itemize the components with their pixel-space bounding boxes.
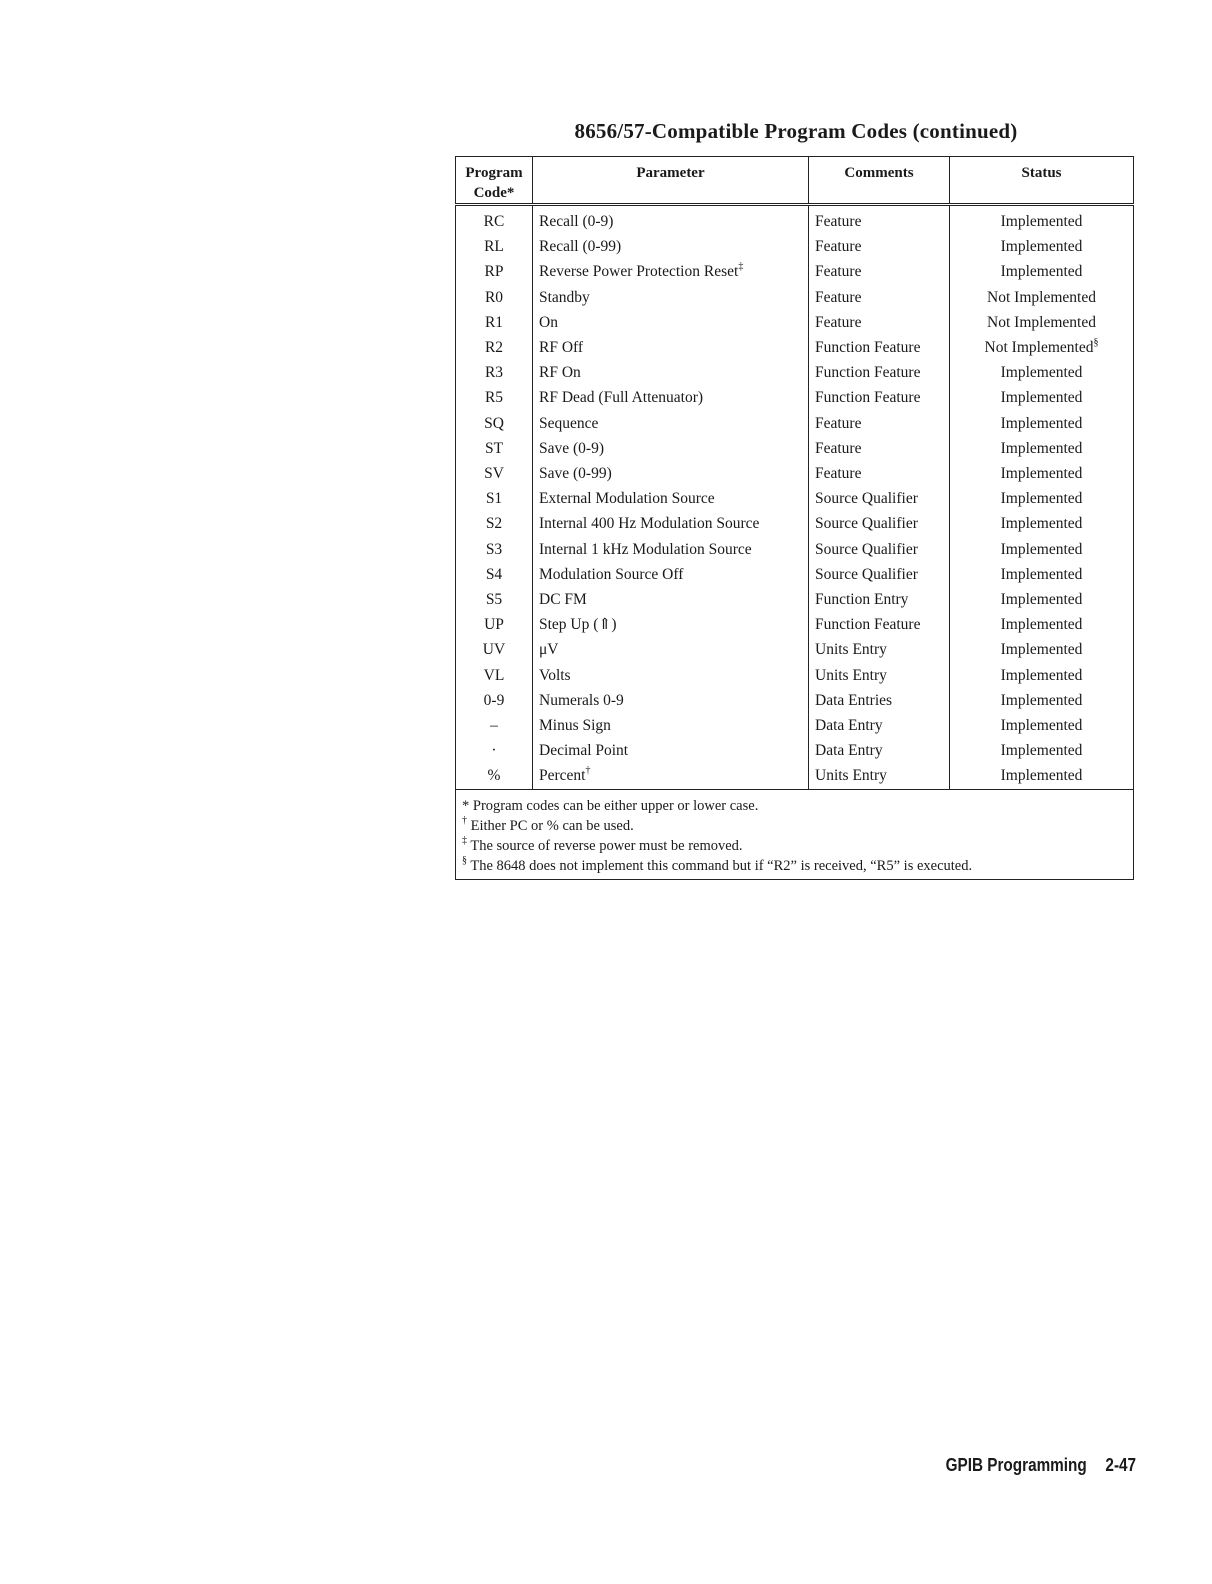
program-codes-table	[455, 156, 1134, 880]
parameter-cell: On	[533, 310, 809, 335]
status-cell: Implemented	[950, 562, 1134, 587]
program-code-cell: S5	[456, 587, 533, 612]
comments-cell: Data Entry	[809, 738, 950, 763]
parameter-cell: Save (0-9)	[533, 436, 809, 461]
footnote-text: Program codes can be either upper or lower case.	[472, 797, 759, 814]
status-cell: Implemented	[950, 259, 1134, 284]
footnote-text: The 8648 does not implement this command but if “R2” is received, “R5” is executed.	[470, 857, 973, 874]
table-row	[456, 234, 1134, 259]
comments-cell: Function Entry	[809, 587, 950, 612]
comments-cell: Function Feature	[809, 385, 950, 410]
parameter-cell: Save (0-99)	[533, 461, 809, 486]
table-row	[456, 259, 1134, 284]
status-cell: Implemented	[950, 587, 1134, 612]
comments-cell: Feature	[809, 285, 950, 310]
page-title: 8656/57-Compatible Program Codes (continued)	[574, 119, 1018, 143]
program-code-cell: ST	[456, 436, 533, 461]
comments-cell: Function Feature	[809, 612, 950, 637]
comments-cell: Source Qualifier	[809, 562, 950, 587]
table-row	[456, 612, 1134, 637]
parameter-cell: Internal 1 kHz Modulation Source	[533, 537, 809, 562]
table-row	[456, 335, 1134, 360]
parameter-cell: Sequence	[533, 411, 809, 436]
program-code-cell: R3	[456, 360, 533, 385]
program-code-cell: RC	[456, 205, 533, 235]
parameter-cell: RF On	[533, 360, 809, 385]
comments-cell: Function Feature	[809, 335, 950, 360]
parameter-cell: Numerals 0-9	[533, 688, 809, 713]
status-cell: Implemented	[950, 360, 1134, 385]
status-cell: Implemented	[950, 385, 1134, 410]
footer-page-number: 2-47	[1105, 1455, 1136, 1475]
comments-cell: Function Feature	[809, 360, 950, 385]
status-cell: Not Implemented	[950, 310, 1134, 335]
status-cell: Not Implemented	[950, 285, 1134, 310]
footnote-mark: †	[462, 814, 467, 826]
table-row	[456, 310, 1134, 335]
table-row	[456, 738, 1134, 763]
table-row	[456, 562, 1134, 587]
program-code-cell: S4	[456, 562, 533, 587]
comments-cell: Data Entry	[809, 713, 950, 738]
status-cell: Implemented	[950, 486, 1134, 511]
status-cell: Implemented	[950, 713, 1134, 738]
table-row	[456, 285, 1134, 310]
status-cell: Implemented	[950, 461, 1134, 486]
table-row	[456, 411, 1134, 436]
comments-cell: Source Qualifier	[809, 486, 950, 511]
page-footer	[946, 1455, 1136, 1476]
parameter-cell: Decimal Point	[533, 738, 809, 763]
comments-cell: Units Entry	[809, 637, 950, 662]
program-code-cell: R1	[456, 310, 533, 335]
parameter-cell: Step Up (⇑)	[533, 612, 809, 637]
footnote	[462, 816, 1129, 836]
status-cell: Implemented	[950, 612, 1134, 637]
status-cell: Implemented	[950, 537, 1134, 562]
comments-cell: Source Qualifier	[809, 511, 950, 536]
status-cell: Implemented	[950, 637, 1134, 662]
program-code-cell: SV	[456, 461, 533, 486]
program-code-cell: S2	[456, 511, 533, 536]
parameter-cell: Standby	[533, 285, 809, 310]
comments-cell: Data Entries	[809, 688, 950, 713]
table-row	[456, 637, 1134, 662]
status-cell: Implemented	[950, 688, 1134, 713]
program-code-cell: R0	[456, 285, 533, 310]
parameter-cell: Modulation Source Off	[533, 562, 809, 587]
footnote-mark: †	[585, 765, 591, 777]
parameter-cell: Internal 400 Hz Modulation Source	[533, 511, 809, 536]
footnote-mark: §	[1093, 337, 1099, 349]
comments-cell: Feature	[809, 259, 950, 284]
footer-section: GPIB Programming	[945, 1455, 1087, 1475]
status-cell: Implemented	[950, 234, 1134, 259]
status-cell: Implemented	[950, 511, 1134, 536]
status-cell: Implemented	[950, 436, 1134, 461]
table-row	[456, 486, 1134, 511]
table-body	[456, 205, 1134, 790]
comments-cell: Feature	[809, 234, 950, 259]
comments-cell: Source Qualifier	[809, 537, 950, 562]
table-row	[456, 511, 1134, 536]
table-row	[456, 461, 1134, 486]
status-cell: Implemented	[950, 738, 1134, 763]
comments-cell: Feature	[809, 436, 950, 461]
comments-cell: Feature	[809, 205, 950, 235]
parameter-cell: RF Dead (Full Attenuator)	[533, 385, 809, 410]
header-status: Status	[950, 157, 1134, 205]
table-row	[456, 385, 1134, 410]
status-cell: Implemented	[950, 763, 1134, 789]
program-code-cell: 0-9	[456, 688, 533, 713]
table-row	[456, 688, 1134, 713]
program-code-cell: S1	[456, 486, 533, 511]
footnote-text: The source of reverse power must be removed.	[470, 837, 743, 854]
parameter-cell: RF Off	[533, 335, 809, 360]
status-cell: Not Implemented§	[950, 335, 1134, 360]
program-code-cell: %	[456, 763, 533, 789]
footnote-text: Either PC or % can be used.	[470, 817, 634, 834]
status-cell: Implemented	[950, 663, 1134, 688]
table-row	[456, 663, 1134, 688]
comments-cell: Units Entry	[809, 763, 950, 789]
comments-cell: Feature	[809, 461, 950, 486]
header-parameter: Parameter	[533, 157, 809, 205]
program-code-cell: ·	[456, 738, 533, 763]
parameter-cell: Volts	[533, 663, 809, 688]
footnote-mark: *	[462, 797, 470, 814]
table-row	[456, 360, 1134, 385]
program-code-cell: UV	[456, 637, 533, 662]
status-cell: Implemented	[950, 205, 1134, 235]
program-code-cell: S3	[456, 537, 533, 562]
parameter-cell: External Modulation Source	[533, 486, 809, 511]
program-code-cell: R5	[456, 385, 533, 410]
parameter-cell: Recall (0-9)	[533, 205, 809, 235]
footnote-mark: ‡	[462, 834, 467, 846]
parameter-cell: Percent†	[533, 763, 809, 789]
table-row	[456, 537, 1134, 562]
table-row	[456, 205, 1134, 235]
footnotes-row	[456, 789, 1134, 879]
table-header-row	[456, 157, 1134, 205]
table-row	[456, 436, 1134, 461]
table-row	[456, 587, 1134, 612]
footnote	[462, 796, 1129, 816]
parameter-cell: Minus Sign	[533, 713, 809, 738]
program-code-cell: VL	[456, 663, 533, 688]
footnote	[462, 856, 1129, 876]
parameter-cell: μV	[533, 637, 809, 662]
footnote	[462, 836, 1129, 856]
parameter-cell: Reverse Power Protection Reset‡	[533, 259, 809, 284]
program-code-cell: RL	[456, 234, 533, 259]
program-code-cell: UP	[456, 612, 533, 637]
status-cell: Implemented	[950, 411, 1134, 436]
header-comments: Comments	[809, 157, 950, 205]
comments-cell: Feature	[809, 310, 950, 335]
comments-cell: Units Entry	[809, 663, 950, 688]
program-code-cell: SQ	[456, 411, 533, 436]
comments-cell: Feature	[809, 411, 950, 436]
table-row	[456, 713, 1134, 738]
parameter-cell: DC FM	[533, 587, 809, 612]
footnotes	[456, 789, 1134, 879]
header-program-code: Program Code*	[456, 157, 533, 205]
program-code-cell: R2	[456, 335, 533, 360]
footnote-mark: ‡	[738, 261, 744, 273]
parameter-cell: Recall (0-99)	[533, 234, 809, 259]
table-row	[456, 763, 1134, 789]
program-code-cell: RP	[456, 259, 533, 284]
footnote-mark: §	[462, 854, 467, 866]
program-code-cell: –	[456, 713, 533, 738]
